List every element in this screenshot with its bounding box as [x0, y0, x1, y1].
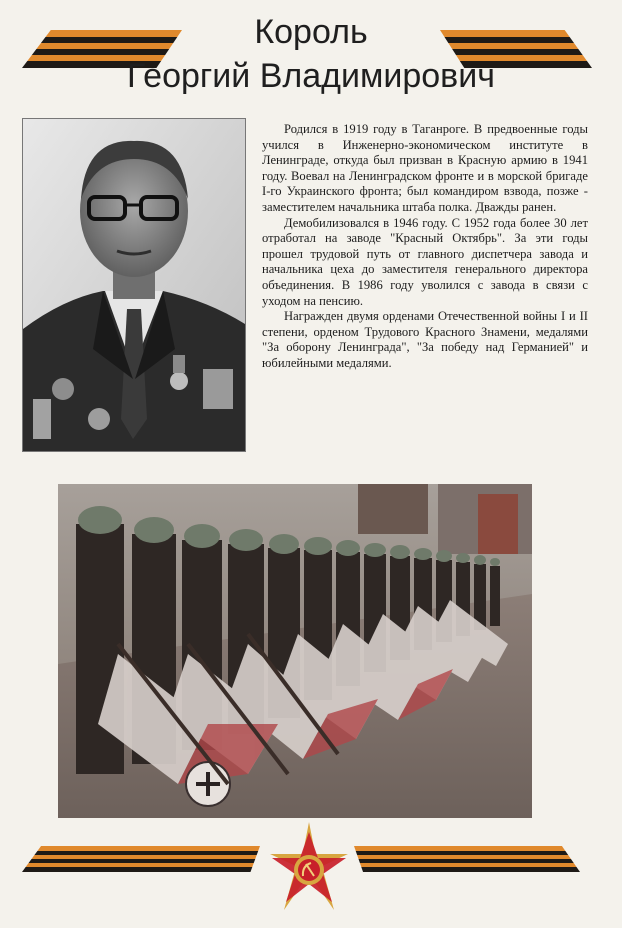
st-george-ribbon-bottom-right: [354, 846, 580, 872]
biography-paragraph: Демобилизовался в 1946 году. С 1952 года более 30 лет отработал на заводе "Красный Октябрь". За эти годы прошел трудовой путь от главного диспетчера завода и начальника цеха до заместителя генерального директора объединения. В 1986 году уволился с завода в связи с уходом на пенсию.: [262, 215, 588, 308]
portrait-photo: [22, 118, 246, 452]
page-title-surname: Король: [254, 13, 368, 51]
order-of-patriotic-war-icon: [266, 818, 352, 918]
order-star-icon: [266, 818, 352, 918]
st-george-ribbon-bottom-left: [22, 846, 260, 872]
victory-parade-photo: [58, 484, 532, 818]
biography-text: [262, 122, 588, 372]
page-title-given-names: Георгий Владимирович: [127, 57, 495, 95]
biography-paragraph: Награжден двумя орденами Отечественной войны I и II степени, орденом Трудового Красного Знамени, медалями "За оборону Ленинграда", "За победу над Германией" и юбилейными медалями.: [262, 309, 588, 370]
parade-illustration: [58, 484, 532, 818]
biography-paragraph: Родился в 1919 году в Таганроге. В предвоенные годы учился в Инженерно-экономическом институте в Ленинграде, откуда был призван в Красную армию в 1941 году. Воевал на Ленинградском фронте и в морской бригаде I-го Украинского фронта; был командиром взвода, позже - заместителем начальника штаба полка. Дважды ранен.: [262, 122, 588, 214]
portrait-illustration: [23, 119, 245, 451]
